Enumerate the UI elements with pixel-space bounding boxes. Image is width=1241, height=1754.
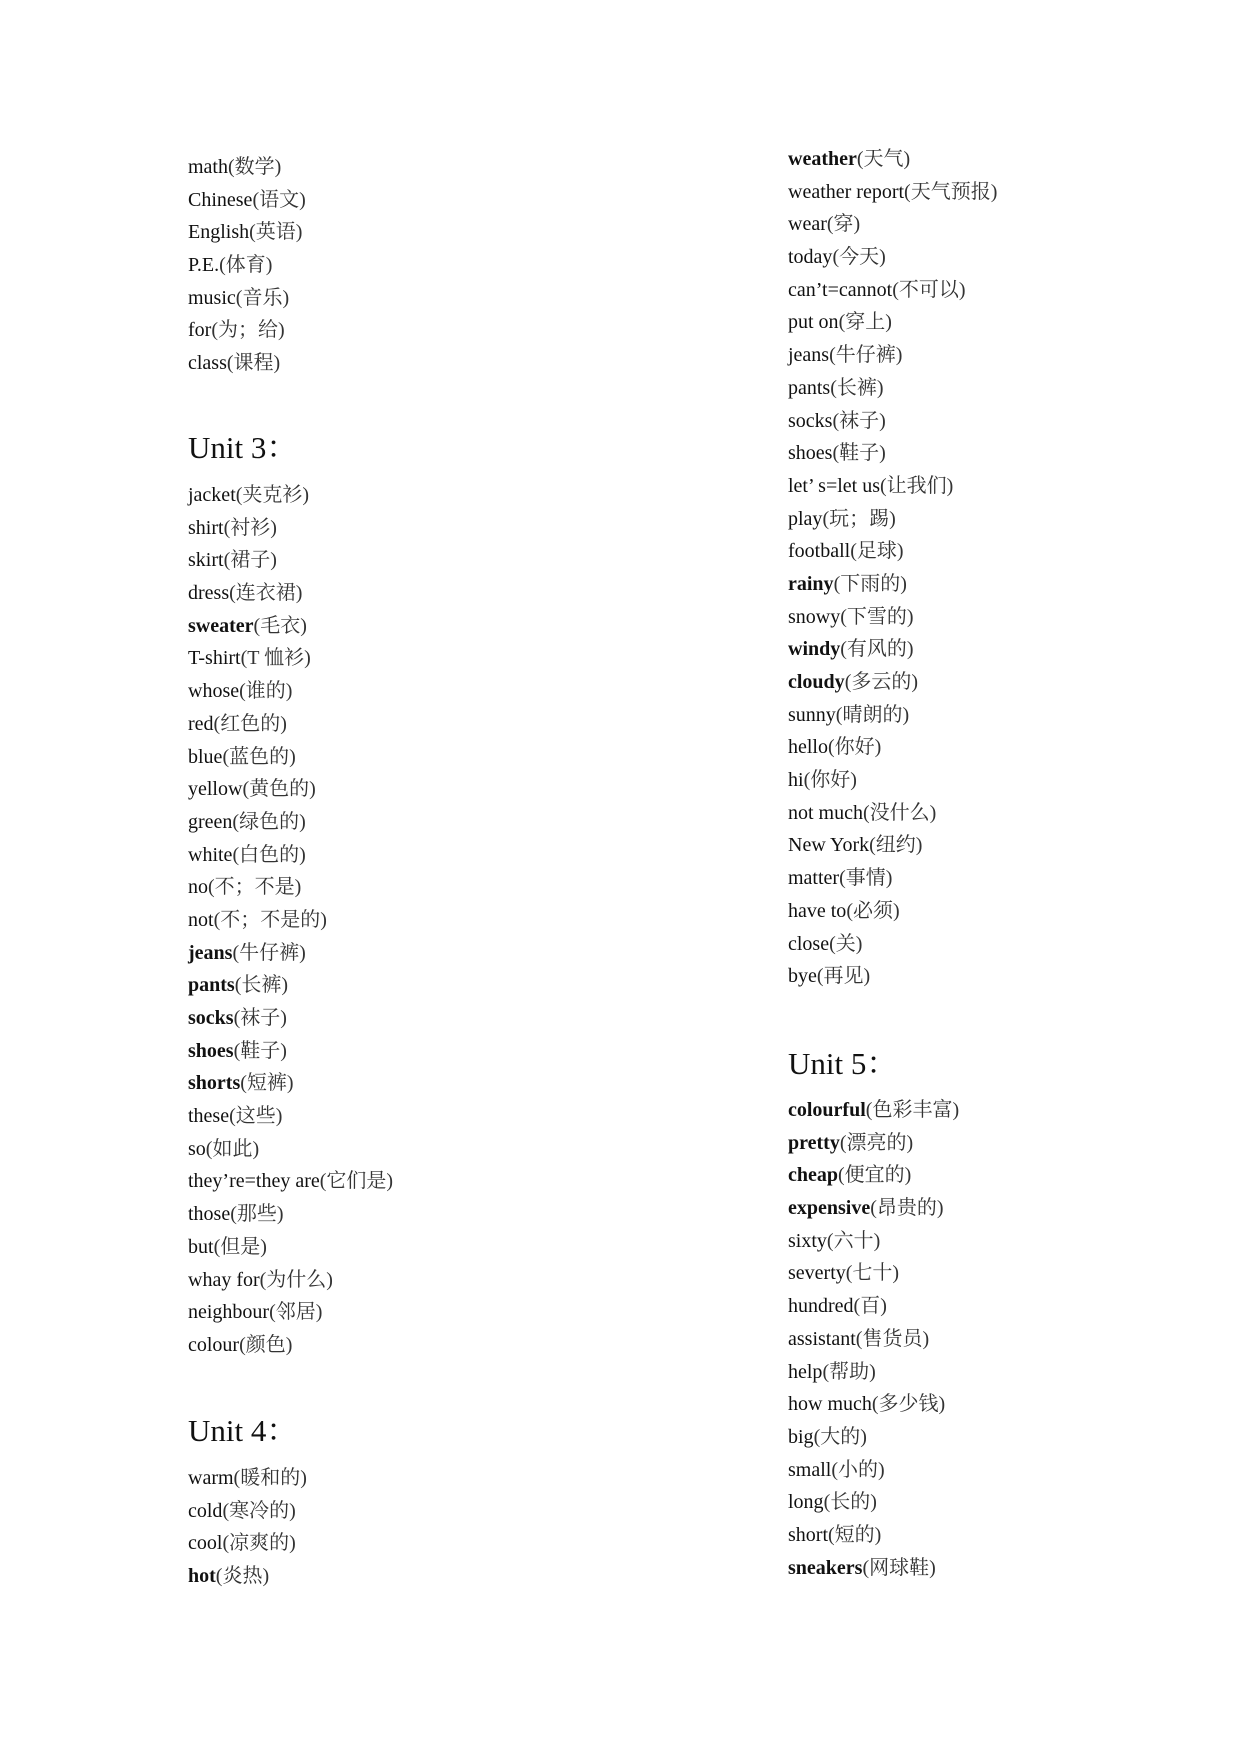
vocab-item: [788, 274, 997, 307]
vocab-item: [788, 1257, 959, 1290]
vocab-item: [188, 1495, 307, 1528]
vocab-english: whay for: [188, 1268, 260, 1291]
vocab-chinese: (玩；踢): [822, 507, 896, 530]
vocab-chinese: (牛仔裤): [232, 941, 306, 964]
vocab-english: shoes: [788, 442, 833, 465]
vocab-list-unit-5: [788, 1094, 959, 1584]
vocab-english: hello: [788, 736, 828, 759]
vocab-english: rainy: [788, 572, 834, 595]
vocab-chinese: (昂贵的): [870, 1197, 944, 1220]
vocab-chinese: (语文): [252, 188, 306, 211]
vocab-chinese: (短裤): [240, 1072, 294, 1095]
vocab-english: T-shirt: [188, 647, 241, 670]
vocab-chinese: (今天): [832, 246, 886, 269]
vocab-english: jacket: [188, 484, 236, 506]
vocab-item: [188, 871, 393, 904]
vocab-item: [788, 339, 997, 372]
vocab-item: [188, 1462, 307, 1495]
vocab-chinese: (T 恤衫): [240, 647, 311, 670]
vocab-english: class: [188, 352, 227, 375]
vocab-english: green: [188, 810, 233, 833]
vocab-chinese: (网球鞋): [862, 1556, 936, 1579]
vocab-item: [188, 610, 393, 643]
vocab-chinese: (大的): [813, 1425, 867, 1448]
vocab-item: [188, 282, 306, 315]
vocab-list-left-top: [188, 151, 306, 380]
vocab-english: English: [188, 221, 250, 244]
vocab-chinese: (但是): [213, 1235, 267, 1258]
vocab-chinese: (红色的): [213, 712, 287, 735]
vocab-english: those: [188, 1203, 231, 1226]
vocab-english: hundred: [788, 1295, 854, 1318]
vocab-english: small: [788, 1458, 832, 1481]
vocab-chinese: (蓝色的): [222, 745, 296, 768]
vocab-english: shorts: [188, 1072, 241, 1095]
vocab-item: [188, 1264, 393, 1297]
vocab-english: neighbour: [188, 1301, 270, 1324]
vocab-english: play: [788, 507, 823, 530]
vocab-chinese: (售货员): [855, 1327, 930, 1350]
vocab-chinese: (英语): [249, 221, 303, 244]
vocab-item: [188, 1231, 393, 1264]
vocab-english: assistant: [788, 1327, 856, 1350]
vocab-english: they’re=they are: [188, 1170, 320, 1193]
vocab-english: how much: [788, 1393, 872, 1416]
vocab-chinese: (绿色的): [232, 810, 306, 833]
vocab-english: long: [788, 1491, 824, 1514]
vocab-english: for: [188, 319, 212, 342]
vocab-english: severty: [788, 1262, 846, 1285]
vocab-english: so: [188, 1137, 206, 1160]
vocab-item: [788, 699, 997, 732]
vocab-chinese: (连衣裙): [229, 582, 303, 605]
vocab-english: but: [188, 1235, 214, 1258]
vocab-english: P.E.: [188, 254, 220, 277]
vocab-item: [188, 642, 393, 675]
vocab-chinese: (不可以): [892, 278, 966, 301]
vocab-chinese: (鞋子): [233, 1039, 287, 1062]
vocab-chinese: (多少钱): [871, 1393, 946, 1416]
vocab-item: [788, 1519, 959, 1552]
vocab-item: [788, 633, 997, 666]
vocab-english: red: [188, 712, 214, 735]
vocab-english: dress: [188, 582, 230, 605]
vocab-english: snowy: [788, 605, 841, 628]
vocab-chinese: (这些): [229, 1105, 283, 1128]
vocab-chinese: (为什么): [259, 1268, 333, 1291]
vocab-chinese: (事情): [839, 867, 893, 890]
vocab-chinese: (便宜的): [838, 1164, 912, 1187]
vocab-item: [788, 208, 997, 241]
vocab-english: sixty: [788, 1229, 827, 1252]
vocab-english: football: [788, 540, 851, 563]
unit-3-heading: Unit 3：: [188, 430, 298, 465]
vocab-chinese: (袜子): [233, 1007, 287, 1029]
vocab-item: [788, 1127, 959, 1160]
vocab-chinese: (六十): [826, 1229, 881, 1252]
vocab-item: [788, 470, 997, 503]
vocab-chinese: (再见): [816, 965, 871, 988]
vocab-item: [188, 839, 393, 872]
vocab-item: [188, 1035, 393, 1068]
vocab-item: [788, 960, 997, 993]
vocab-item: [188, 479, 393, 512]
vocab-english: colourful: [788, 1099, 866, 1121]
vocab-item: [188, 969, 393, 1002]
vocab-chinese: (你好): [828, 736, 882, 759]
vocab-item: [788, 1192, 959, 1225]
vocab-english: pants: [788, 376, 831, 399]
vocab-item: [188, 741, 393, 774]
vocab-chinese: (不；不是的): [213, 908, 327, 931]
vocab-item: [188, 1198, 393, 1231]
vocab-item: [788, 535, 997, 568]
vocab-english: help: [788, 1360, 823, 1383]
vocab-english: not much: [788, 801, 863, 824]
vocab-chinese: (牛仔裤): [829, 344, 903, 367]
vocab-item: [188, 937, 393, 970]
vocab-chinese: (穿): [826, 213, 861, 236]
vocab-item: [788, 764, 997, 797]
vocab-item: [788, 1388, 959, 1421]
vocab-chinese: (毛衣): [253, 614, 307, 637]
vocab-english: let’ s=let us: [788, 474, 881, 497]
vocab-chinese: (下雨的): [833, 572, 907, 595]
vocab-item: [188, 1100, 393, 1133]
vocab-item: [788, 1094, 959, 1127]
vocab-item: [188, 1329, 393, 1362]
vocab-item: [188, 216, 306, 249]
vocab-chinese: (颜色): [239, 1333, 293, 1356]
vocab-english: music: [188, 286, 236, 309]
vocab-english: short: [788, 1523, 828, 1546]
vocab-english: white: [188, 843, 233, 866]
vocab-english: blue: [188, 745, 223, 768]
vocab-item: [788, 405, 997, 438]
vocab-chinese: (你好): [803, 769, 857, 792]
vocab-chinese: (长的): [823, 1491, 877, 1514]
vocab-chinese: (鞋子): [832, 442, 886, 465]
vocab-item: [788, 1159, 959, 1192]
vocab-chinese: (白色的): [232, 843, 306, 866]
unit-4-heading: Unit 4：: [188, 1413, 298, 1448]
vocab-chinese: (袜子): [832, 409, 886, 432]
vocab-english: these: [188, 1105, 230, 1128]
vocab-english: pretty: [788, 1131, 840, 1154]
vocab-english: sweater: [188, 614, 254, 637]
vocab-english: weather report: [788, 180, 905, 203]
vocab-chinese: (炎热): [215, 1565, 270, 1588]
vocab-item: [788, 306, 997, 339]
vocab-item: [788, 731, 997, 764]
vocab-chinese: (让我们): [880, 474, 954, 497]
vocab-english: not: [188, 908, 214, 931]
vocab-item: [188, 904, 393, 937]
vocab-chinese: (音乐): [235, 286, 290, 309]
vocab-chinese: (体育): [219, 254, 273, 277]
vocab-english: today: [788, 246, 833, 269]
vocab-item: [788, 1225, 959, 1258]
vocab-chinese: (那些): [230, 1203, 284, 1226]
vocab-english: New York: [788, 834, 870, 857]
vocab-chinese: (邻居): [269, 1301, 323, 1324]
vocab-item: [188, 184, 306, 217]
vocab-english: no: [188, 876, 208, 899]
vocab-chinese: (凉爽的): [222, 1532, 296, 1555]
vocab-chinese: (暖和的): [233, 1467, 307, 1489]
vocab-english: colour: [188, 1333, 240, 1356]
vocab-english: jeans: [188, 941, 233, 964]
vocab-item: [188, 708, 393, 741]
vocab-chinese: (帮助): [822, 1360, 876, 1383]
vocab-item: [188, 512, 393, 545]
vocab-item: [788, 601, 997, 634]
vocab-chinese: (寒冷的): [222, 1499, 296, 1522]
vocab-item: [788, 666, 997, 699]
vocab-chinese: (裙子): [223, 549, 277, 572]
vocab-english: hot: [188, 1565, 216, 1588]
vocab-chinese: (数学): [228, 156, 282, 178]
vocab-english: big: [788, 1425, 814, 1448]
vocab-item: [188, 577, 393, 610]
vocab-english: whose: [188, 680, 240, 703]
vocab-english: close: [788, 932, 830, 955]
vocab-english: windy: [788, 638, 841, 661]
vocab-item: [788, 241, 997, 274]
vocab-item: [788, 928, 997, 961]
vocab-chinese: (有风的): [840, 638, 914, 661]
vocab-chinese: (小的): [831, 1458, 885, 1481]
vocab-english: shoes: [188, 1039, 234, 1062]
vocab-item: [788, 1454, 959, 1487]
vocab-item: [788, 1552, 959, 1585]
vocab-item: [188, 1296, 393, 1329]
vocab-chinese: (没什么): [863, 801, 937, 824]
vocab-chinese: (纽约): [869, 834, 923, 857]
vocab-english: expensive: [788, 1197, 871, 1220]
vocab-english: have to: [788, 899, 847, 922]
vocab-english: skirt: [188, 549, 224, 572]
vocab-item: [188, 151, 306, 184]
vocab-item: [788, 568, 997, 601]
vocab-item: [188, 314, 306, 347]
vocab-english: yellow: [188, 778, 243, 801]
vocab-english: jeans: [788, 344, 830, 367]
vocab-item: [788, 176, 997, 209]
vocab-chinese: (如此): [205, 1137, 260, 1160]
vocab-chinese: (课程): [226, 352, 281, 375]
vocab-chinese: (百): [853, 1295, 887, 1318]
vocab-list-unit-4: [188, 1462, 307, 1593]
vocab-item: [788, 829, 997, 862]
vocab-item: [788, 503, 997, 536]
vocab-chinese: (七十): [845, 1262, 900, 1285]
vocab-english: bye: [788, 965, 817, 988]
vocab-english: cold: [188, 1499, 223, 1522]
vocab-chinese: (多云的): [844, 671, 919, 693]
vocab-english: cool: [188, 1532, 223, 1555]
vocab-english: shirt: [188, 516, 224, 539]
vocab-chinese: (衬衫): [223, 516, 277, 539]
vocab-english: matter: [788, 867, 840, 890]
vocab-english: sunny: [788, 703, 836, 726]
vocab-english: wear: [788, 213, 827, 236]
vocab-chinese: (天气): [856, 148, 911, 170]
vocab-chinese: (必须): [846, 899, 900, 922]
vocab-english: socks: [788, 409, 833, 432]
vocab-item: [188, 773, 393, 806]
vocab-chinese: (短的): [828, 1523, 882, 1546]
vocab-chinese: (晴朗的): [835, 703, 910, 726]
vocab-chinese: (穿上): [838, 311, 892, 334]
vocab-list-unit-3: [188, 479, 393, 1362]
vocab-item: [788, 372, 997, 405]
vocab-chinese: (不；不是): [208, 876, 302, 899]
vocab-item: [788, 1290, 959, 1323]
vocab-item: [788, 862, 997, 895]
vocab-english: socks: [188, 1007, 234, 1029]
vocab-english: weather: [788, 148, 857, 170]
vocab-item: [188, 806, 393, 839]
vocab-item: [188, 675, 393, 708]
vocab-english: put on: [788, 311, 839, 334]
vocab-chinese: (长裤): [234, 974, 289, 997]
vocab-item: [188, 249, 306, 282]
vocab-item: [188, 1002, 393, 1035]
vocab-item: [788, 437, 997, 470]
vocab-english: sneakers: [788, 1556, 863, 1579]
vocab-item: [788, 797, 997, 830]
vocab-item: [188, 1560, 307, 1593]
vocab-item: [188, 1165, 393, 1198]
vocab-item: [788, 1486, 959, 1519]
vocab-chinese: (色彩丰富): [865, 1099, 960, 1121]
vocab-chinese: (下雪的): [840, 605, 914, 628]
vocab-item: [188, 1133, 393, 1166]
vocab-item: [188, 1067, 393, 1100]
vocab-chinese: (天气预报): [904, 180, 998, 203]
vocab-chinese: (为；给): [211, 319, 285, 342]
vocab-chinese: (夹克衫): [235, 484, 310, 506]
vocab-item: [188, 347, 306, 380]
vocab-chinese: (谁的): [239, 680, 293, 703]
unit-5-heading: Unit 5：: [788, 1046, 898, 1081]
vocab-english: cheap: [788, 1164, 838, 1187]
vocab-chinese: (黄色的): [242, 778, 316, 801]
vocab-item: [788, 1323, 959, 1356]
vocab-item: [788, 895, 997, 928]
vocab-chinese: (它们是): [319, 1170, 394, 1193]
vocab-chinese: (长裤): [830, 376, 884, 399]
vocab-chinese: (漂亮的): [839, 1131, 914, 1154]
vocab-chinese: (足球): [850, 540, 904, 563]
vocab-chinese: (关): [829, 932, 863, 955]
vocab-item: [788, 1421, 959, 1454]
vocab-item: [788, 1356, 959, 1389]
vocab-item: [188, 1527, 307, 1560]
vocab-english: warm: [188, 1467, 234, 1489]
vocab-english: can’t=cannot: [788, 278, 893, 301]
vocab-english: cloudy: [788, 671, 845, 693]
vocab-english: Chinese: [188, 188, 253, 211]
vocab-english: math: [188, 156, 228, 178]
vocab-item: [188, 544, 393, 577]
vocab-list-right-top: [788, 143, 997, 993]
vocab-english: pants: [188, 974, 235, 997]
vocab-english: hi: [788, 769, 804, 792]
vocab-item: [788, 143, 997, 176]
